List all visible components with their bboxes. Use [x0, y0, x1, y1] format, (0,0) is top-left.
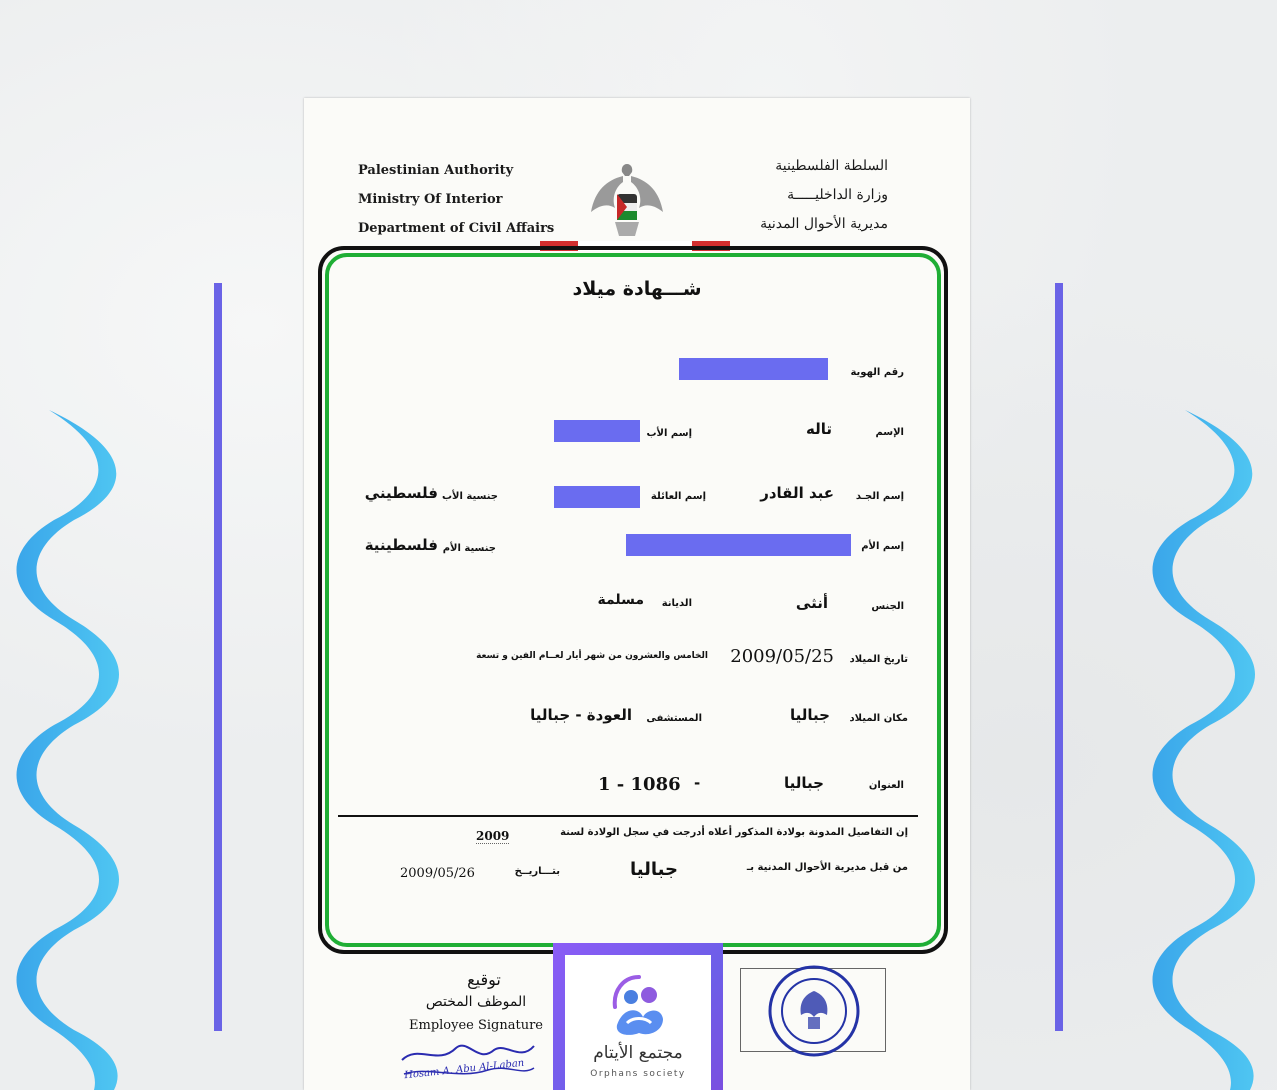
mother-nationality-label: جنسية الأم	[442, 543, 496, 554]
signature-official: الموظف المختص	[425, 994, 527, 1010]
father-name-label: إسم الأب	[646, 428, 692, 439]
issue-date-label: بتـــاريــخ	[514, 866, 560, 877]
birth-date-value: 2009/05/25	[730, 646, 834, 667]
religion-value: مسلمة	[597, 592, 644, 608]
birth-place-value: جباليا	[790, 706, 830, 724]
family-name-label: إسم العائلة	[650, 491, 706, 502]
logo-name-ar: مجتمع الأيتام	[593, 1043, 683, 1063]
mother-label: إسم الأم	[861, 541, 904, 552]
mother-nationality-value: فلسطينية	[364, 536, 438, 554]
right-wave-decoration	[1150, 410, 1260, 1090]
signed-name: Hosam A. Abu Al-Laban	[403, 1057, 525, 1082]
left-accent-bar	[214, 283, 222, 1031]
issued-by-value: جباليا	[630, 859, 678, 880]
registry-divider	[338, 815, 918, 817]
header-ar-authority: السلطة الفلسطينية	[775, 158, 888, 174]
mother-name-redaction	[626, 534, 851, 556]
hospital-label: المستشفى	[646, 713, 702, 724]
issued-by-text: من قبل مديرية الأحوال المدنية بـ	[746, 862, 908, 873]
grandfather-value: عبد القادر	[760, 484, 834, 502]
address-label: العنوان	[868, 780, 904, 791]
registry-year: 2009	[476, 829, 510, 843]
hospital-value: العودة - جباليا	[530, 706, 632, 724]
address-number: 1 - 1086	[598, 774, 681, 795]
id-label: رقم الهوية	[850, 367, 904, 378]
header-en-authority: Palestinian Authority	[358, 163, 514, 178]
birth-date-label: تاريخ الميلاد	[849, 654, 908, 665]
birth-date-words: الخامس والعشرون من شهر أيار لعــام الفين و تسعة	[476, 651, 708, 661]
signature-label-en: Employee Signature	[409, 1018, 543, 1033]
left-wave-decoration	[14, 410, 124, 1090]
signature-title: توقيع	[467, 970, 501, 989]
registry-text: إن التفاصيل المدونة بولادة المذكور أعلاه أدرجت في سجل الولادة لسنة	[560, 827, 908, 838]
family-logo-icon	[609, 973, 669, 1039]
logo-card	[565, 955, 711, 1090]
official-stamp-icon	[759, 963, 869, 1059]
gender-value: أنثى	[795, 594, 828, 612]
name-value: تاله	[806, 420, 832, 438]
gender-label: الجنس	[871, 601, 904, 612]
father-nationality-value: فلسطيني	[364, 484, 438, 502]
grandfather-label: إسم الجـد	[855, 491, 904, 502]
religion-label: الديانة	[661, 598, 692, 609]
stamp-box	[740, 968, 886, 1052]
header-en-ministry: Ministry Of Interior	[358, 192, 503, 207]
birth-place-label: مكان الميلاد	[849, 713, 908, 724]
header-ar-ministry: وزارة الداخليـــــة	[787, 187, 888, 203]
birth-certificate	[304, 98, 970, 1090]
header-en-department: Department of Civil Affairs	[358, 221, 555, 236]
id-redaction	[679, 358, 828, 380]
logo-name-en: Orphans society	[590, 1069, 686, 1079]
address-city: جباليا	[784, 774, 824, 792]
address-dash: -	[694, 774, 701, 792]
certificate-title: شـــهادة ميلاد	[572, 278, 702, 300]
name-label: الإسم	[875, 427, 904, 438]
right-accent-bar	[1055, 283, 1063, 1031]
father-name-redaction	[554, 420, 640, 442]
family-name-redaction	[554, 486, 640, 508]
issue-date-value: 2009/05/26	[400, 866, 475, 881]
header-ar-department: مديرية الأحوال المدنية	[760, 216, 888, 232]
father-nationality-label: جنسية الأب	[441, 491, 498, 502]
orphans-society-logo	[553, 943, 723, 1090]
